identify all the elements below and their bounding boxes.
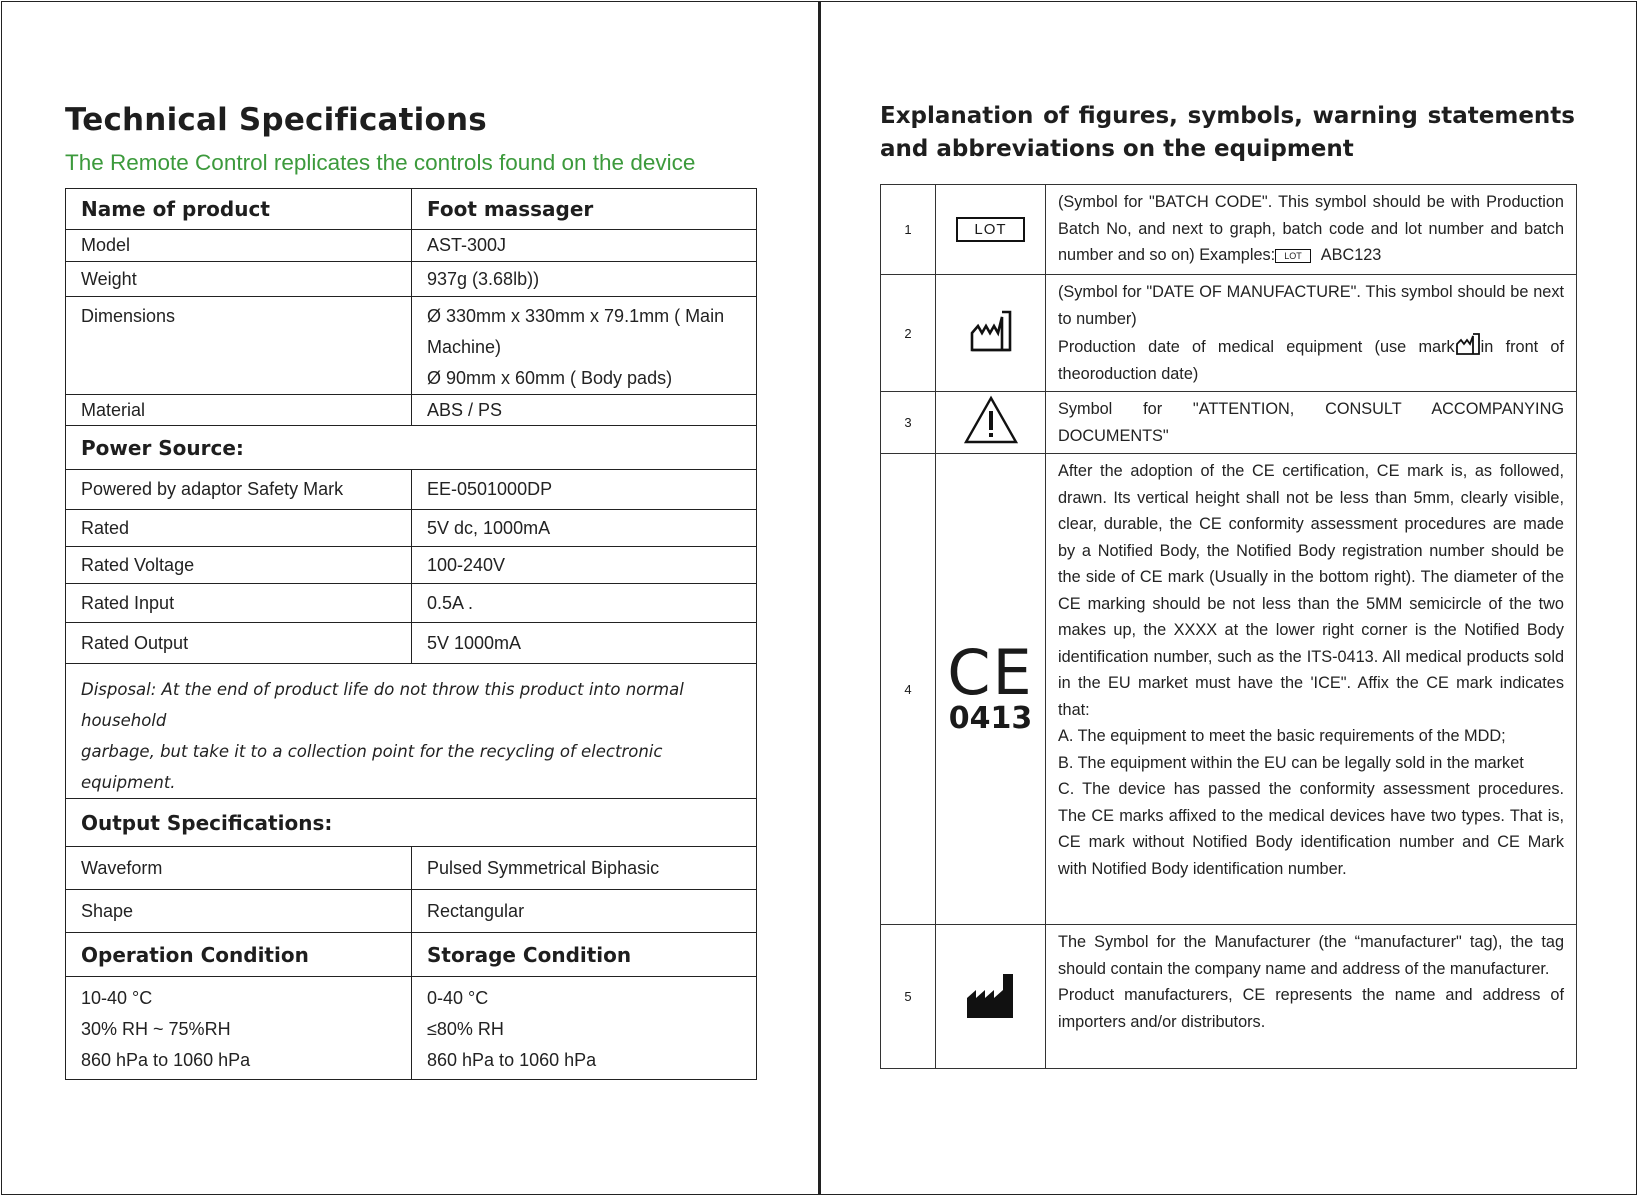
row-description <box>1046 454 1577 925</box>
manufacturer-factory-graphic <box>965 968 1017 1020</box>
table-row <box>66 547 757 584</box>
date-of-manufacture-icon-graphic <box>969 309 1013 353</box>
ce-mark-letters: CE <box>947 636 1034 709</box>
storage-condition-values <box>412 977 757 1080</box>
power-source-heading: Power Source: <box>66 426 757 470</box>
table-row <box>66 623 757 664</box>
lot-example-icon: LOT <box>1275 249 1311 263</box>
row-description <box>1046 925 1577 1069</box>
ce-description-item-c: C. The device has passed the conformity assessment procedures. The CE marks affixed to the medical devices have two types. That is, CE mark without Notified Body identification number and CE Mark with Notified Body identification number. <box>1058 780 1564 878</box>
right-page <box>819 1 1637 1195</box>
rated-voltage-label: Rated Voltage <box>66 547 412 584</box>
dimensions-line: Ø 330mm x 330mm x 79.1mm ( Main <box>427 306 725 326</box>
date-of-manufacture-description: (Symbol for "DATE OF MANUFACTURE". This symbol should be next to number) <box>1058 283 1564 328</box>
rated-output-value: 5V 1000mA <box>412 623 757 664</box>
date-of-manufacture-icon <box>936 275 1046 392</box>
model-label: Model <box>66 230 412 262</box>
adaptor-value: EE-0501000DP <box>412 470 757 510</box>
rated-value: 5V dc, 1000mA <box>412 510 757 547</box>
table-row <box>66 890 757 933</box>
row-description <box>1046 185 1577 275</box>
ce-mark-icon <box>936 454 1046 925</box>
production-date-text: Production date of medical equipment (use mark <box>1058 338 1455 356</box>
production-date-note <box>1058 332 1564 387</box>
rated-voltage-value: 100-240V <box>412 547 757 584</box>
table-row <box>66 189 757 230</box>
material-value: ABS / PS <box>412 395 757 426</box>
table-row <box>66 799 757 847</box>
model-value: AST-300J <box>412 230 757 262</box>
table-row <box>66 297 757 395</box>
table-row <box>881 275 1577 392</box>
operation-condition-values <box>66 977 412 1080</box>
table-row <box>66 847 757 890</box>
table-row <box>66 426 757 470</box>
row-number: 3 <box>881 392 936 454</box>
manufacturer-description: The Symbol for the Manufacturer (the “manufacturer" tag), the tag should contain the company name and address of the manufacturer. <box>1058 933 1564 978</box>
table-row <box>881 925 1577 1069</box>
attention-triangle-graphic <box>963 395 1019 445</box>
material-label: Material <box>66 395 412 426</box>
output-spec-heading: Output Specifications: <box>66 799 757 847</box>
name-of-product-label: Name of product <box>66 189 412 230</box>
rated-input-label: Rated Input <box>66 584 412 623</box>
disposal-line: garbage, but take it to a collection point for the recycling of electronic equipment. <box>81 742 663 792</box>
table-row <box>66 470 757 510</box>
waveform-value: Pulsed Symmetrical Biphasic <box>412 847 757 890</box>
production-date-text-end: in front of theoroduction date) <box>1058 338 1564 383</box>
row-number: 2 <box>881 275 936 392</box>
operation-condition-heading: Operation Condition <box>66 933 412 977</box>
shape-label: Shape <box>66 890 412 933</box>
date-of-manufacture-inline-icon <box>1455 332 1481 356</box>
dimensions-label: Dimensions <box>66 297 412 395</box>
left-page <box>1 1 819 1195</box>
ce-description-item-b: B. The equipment within the EU can be legally sold in the market <box>1058 753 1524 772</box>
disposal-line: Disposal: At the end of product life do not throw this product into normal household <box>81 680 684 730</box>
table-row <box>66 584 757 623</box>
adaptor-label: Powered by adaptor Safety Mark <box>66 470 412 510</box>
storage-pressure: 860 hPa to 1060 hPa <box>427 1050 597 1070</box>
lot-box: LOT <box>956 217 1024 242</box>
table-row <box>66 262 757 297</box>
table-row <box>66 510 757 547</box>
page-subtitle: The Remote Control replicates the controls found on the device <box>65 150 696 175</box>
dimensions-line: Machine) <box>427 337 502 357</box>
table-row <box>881 185 1577 275</box>
page-title: Technical Specifications <box>65 102 487 138</box>
name-of-product-value: Foot massager <box>412 189 757 230</box>
technical-spec-table <box>65 188 757 1080</box>
lot-batch-code-icon <box>936 185 1046 275</box>
table-row <box>66 933 757 977</box>
table-row <box>66 395 757 426</box>
attention-warning-icon <box>936 392 1046 454</box>
batch-code-description: (Symbol for "BATCH CODE". This symbol should be with Production Batch No, and next to graph, batch code and lot number and batch number and so on) Examples: <box>1058 193 1564 264</box>
dimensions-line: Ø 90mm x 60mm ( Body pads) <box>427 368 673 388</box>
storage-humidity: ≤80% RH <box>427 1019 504 1039</box>
rated-label: Rated <box>66 510 412 547</box>
dimensions-value <box>412 297 757 395</box>
row-description: Symbol for "ATTENTION, CONSULT ACCOMPANYING DOCUMENTS" <box>1046 392 1577 454</box>
ce-description-main: After the adoption of the CE certification, CE mark is, as followed, drawn. Its vertical height shall not be less than 5mm, clearly visible, clear, durable, the CE conformity assessment procedures are made by a Notified Body, the Notified Body registration number should be the side of CE mark (Usually in the bottom right). The diameter of the CE marking should be not less than the 5MM semicircle of the two makes up, the XXXX at the lower right corner is the Notified Body identification number, such as the ITS-0413. All medical products sold in the EU market must have the 'ICE". Affix the CE mark indicates that: <box>1058 462 1564 719</box>
row-number: 4 <box>881 454 936 925</box>
storage-temperature: 0-40 °C <box>427 988 489 1008</box>
distributor-description: Product manufacturers, CE represents the name and address of importers and/or distributors. <box>1058 986 1564 1031</box>
ce-notified-body-number: 0413 <box>948 701 1033 736</box>
operation-temperature: 10-40 °C <box>81 988 153 1008</box>
table-row <box>66 230 757 262</box>
row-number: 5 <box>881 925 936 1069</box>
storage-condition-heading: Storage Condition <box>412 933 757 977</box>
weight-label: Weight <box>66 262 412 297</box>
ce-description-item-a: A. The equipment to meet the basic requirements of the MDD; <box>1058 727 1506 745</box>
shape-value: Rectangular <box>412 890 757 933</box>
operation-pressure: 860 hPa to 1060 hPa <box>81 1050 251 1070</box>
manufacturer-icon <box>936 925 1046 1069</box>
rated-input-value: 0.5A . <box>412 584 757 623</box>
row-number: 1 <box>881 185 936 275</box>
table-row <box>66 664 757 799</box>
row-description <box>1046 275 1577 392</box>
ce-mark-block <box>947 636 1034 736</box>
disposal-note <box>66 664 757 799</box>
waveform-label: Waveform <box>66 847 412 890</box>
batch-code-example: ABC123 <box>1320 246 1382 264</box>
weight-value: 937g (3.68lb)) <box>412 262 757 297</box>
table-row <box>881 454 1577 925</box>
symbols-table <box>880 184 1577 1069</box>
operation-humidity: 30% RH ~ 75%RH <box>81 1019 231 1039</box>
table-row <box>66 977 757 1080</box>
rated-output-label: Rated Output <box>66 623 412 664</box>
explanation-title: Explanation of figures, symbols, warning statements and abbreviations on the equipment <box>880 103 1575 162</box>
table-row <box>881 392 1577 454</box>
